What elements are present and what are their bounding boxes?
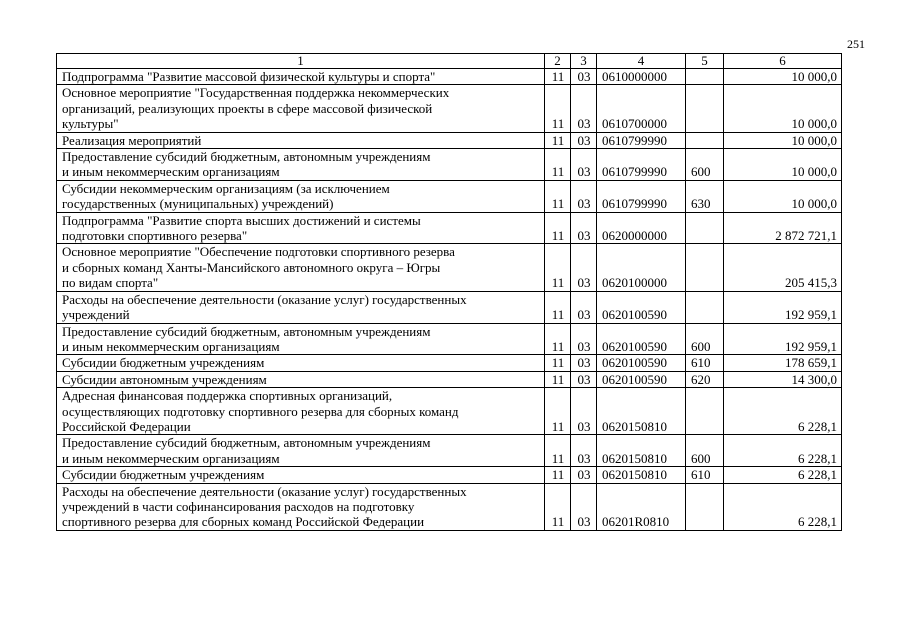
cell-section: 11 xyxy=(545,371,571,387)
name-line: Реализация мероприятий xyxy=(62,132,202,148)
cell-target-article: 0610000000 xyxy=(597,69,686,85)
cell-subsection: 03 xyxy=(571,483,597,530)
header-col-target-article: 4 xyxy=(597,54,686,69)
cell-subsection: 03 xyxy=(571,291,597,323)
table-row xyxy=(57,435,842,467)
cell-subsection: 03 xyxy=(571,467,597,483)
cell-amount: 10 000,0 xyxy=(724,69,842,85)
cell-section: 11 xyxy=(545,69,571,85)
cell-target-article: 0610799990 xyxy=(597,149,686,181)
header-col-expense-type: 5 xyxy=(686,54,724,69)
table-row xyxy=(57,388,842,435)
cell-name xyxy=(57,291,545,323)
cell-name xyxy=(57,323,545,355)
cell-expense-type: 600 xyxy=(686,435,724,467)
cell-name xyxy=(57,355,545,371)
cell-section: 11 xyxy=(545,323,571,355)
name-line: культуры" xyxy=(62,116,119,132)
cell-name xyxy=(57,132,545,148)
cell-target-article: 0620000000 xyxy=(597,212,686,244)
cell-section: 11 xyxy=(545,180,571,212)
cell-target-article: 0620100590 xyxy=(597,291,686,323)
cell-target-article: 0620150810 xyxy=(597,467,686,483)
cell-expense-type: 610 xyxy=(686,467,724,483)
cell-amount: 205 415,3 xyxy=(724,244,842,291)
cell-name xyxy=(57,85,545,132)
table-header-row xyxy=(57,54,842,69)
budget-table xyxy=(56,53,842,531)
cell-amount: 14 300,0 xyxy=(724,371,842,387)
cell-expense-type xyxy=(686,132,724,148)
header-col-amount: 6 xyxy=(724,54,842,69)
cell-target-article: 0620150810 xyxy=(597,388,686,435)
cell-name xyxy=(57,69,545,85)
header-col-section: 2 xyxy=(545,54,571,69)
name-line: и иным некоммерческим организациям xyxy=(62,164,280,180)
cell-subsection: 03 xyxy=(571,180,597,212)
cell-subsection: 03 xyxy=(571,69,597,85)
cell-target-article: 0620100000 xyxy=(597,244,686,291)
cell-name xyxy=(57,435,545,467)
cell-name xyxy=(57,149,545,181)
name-line: и сборных команд Ханты-Мансийского автономного округа – Югры xyxy=(62,259,441,275)
name-line: по видам спорта" xyxy=(62,275,159,291)
cell-expense-type: 610 xyxy=(686,355,724,371)
cell-amount: 6 228,1 xyxy=(724,467,842,483)
table-body xyxy=(57,69,842,531)
name-line: Субсидии автономным учреждениям xyxy=(62,371,267,387)
cell-name xyxy=(57,388,545,435)
cell-target-article: 0610700000 xyxy=(597,85,686,132)
name-line: Адресная финансовая поддержка спортивных организаций, xyxy=(62,388,393,404)
cell-section: 11 xyxy=(545,132,571,148)
name-line: Субсидии бюджетным учреждениям xyxy=(62,355,265,371)
cell-amount: 192 959,1 xyxy=(724,291,842,323)
name-line: осуществляющих подготовку спортивного резерва для сборных команд xyxy=(62,403,459,419)
cell-amount: 192 959,1 xyxy=(724,323,842,355)
name-line: Предоставление субсидий бюджетным, автономным учреждениям xyxy=(62,323,431,339)
table-row xyxy=(57,69,842,85)
table-row xyxy=(57,291,842,323)
cell-target-article: 0620100590 xyxy=(597,355,686,371)
name-line: спортивного резерва для сборных команд Российской Федерации xyxy=(62,514,425,530)
cell-subsection: 03 xyxy=(571,244,597,291)
cell-section: 11 xyxy=(545,244,571,291)
cell-name xyxy=(57,180,545,212)
name-line: Основное мероприятие "Государственная поддержка некоммерческих xyxy=(62,85,450,101)
cell-subsection: 03 xyxy=(571,435,597,467)
table-row xyxy=(57,132,842,148)
cell-expense-type: 630 xyxy=(686,180,724,212)
cell-section: 11 xyxy=(545,212,571,244)
cell-target-article: 0610799990 xyxy=(597,180,686,212)
cell-expense-type xyxy=(686,291,724,323)
cell-amount: 178 659,1 xyxy=(724,355,842,371)
cell-section: 11 xyxy=(545,355,571,371)
cell-amount: 6 228,1 xyxy=(724,435,842,467)
header-col-name: 1 xyxy=(57,54,545,69)
name-line: учреждений в части софинансирования расходов на подготовку xyxy=(62,498,415,514)
name-line: Предоставление субсидий бюджетным, автономным учреждениям xyxy=(62,435,431,451)
cell-section: 11 xyxy=(545,388,571,435)
name-line: Российской Федерации xyxy=(62,418,191,434)
cell-expense-type: 600 xyxy=(686,323,724,355)
name-line: Подпрограмма "Развитие спорта высших достижений и системы xyxy=(62,212,421,228)
cell-amount: 10 000,0 xyxy=(724,132,842,148)
cell-section: 11 xyxy=(545,435,571,467)
cell-target-article: 06201R0810 xyxy=(597,483,686,530)
name-line: Подпрограмма "Развитие массовой физической культуры и спорта" xyxy=(62,69,436,84)
name-line: Основное мероприятие "Обеспечение подготовки спортивного резерва xyxy=(62,244,455,260)
cell-expense-type xyxy=(686,483,724,530)
name-line: Расходы на обеспечение деятельности (оказание услуг) государственных xyxy=(62,291,467,307)
table-row xyxy=(57,323,842,355)
name-line: государственных (муниципальных) учреждений) xyxy=(62,196,334,212)
cell-amount: 6 228,1 xyxy=(724,388,842,435)
cell-amount: 10 000,0 xyxy=(724,85,842,132)
cell-expense-type xyxy=(686,388,724,435)
cell-amount: 10 000,0 xyxy=(724,149,842,181)
cell-subsection: 03 xyxy=(571,85,597,132)
name-line: Предоставление субсидий бюджетным, автономным учреждениям xyxy=(62,149,431,165)
cell-expense-type: 620 xyxy=(686,371,724,387)
cell-amount: 10 000,0 xyxy=(724,180,842,212)
cell-section: 11 xyxy=(545,149,571,181)
table-row xyxy=(57,467,842,483)
cell-amount: 2 872 721,1 xyxy=(724,212,842,244)
table-row xyxy=(57,371,842,387)
cell-expense-type xyxy=(686,69,724,85)
cell-expense-type xyxy=(686,244,724,291)
name-line: Субсидии некоммерческим организациям (за исключением xyxy=(62,180,390,196)
cell-target-article: 0620100590 xyxy=(597,371,686,387)
cell-name xyxy=(57,467,545,483)
name-line: и иным некоммерческим организациям xyxy=(62,338,280,354)
header-col-subsection: 3 xyxy=(571,54,597,69)
name-line: подготовки спортивного резерва" xyxy=(62,228,248,244)
cell-subsection: 03 xyxy=(571,323,597,355)
cell-expense-type xyxy=(686,85,724,132)
cell-expense-type: 600 xyxy=(686,149,724,181)
name-line: учреждений xyxy=(62,307,130,323)
cell-name xyxy=(57,212,545,244)
cell-subsection: 03 xyxy=(571,371,597,387)
cell-section: 11 xyxy=(545,483,571,530)
cell-section: 11 xyxy=(545,85,571,132)
name-line: Субсидии бюджетным учреждениям xyxy=(62,467,265,483)
cell-name xyxy=(57,244,545,291)
name-line: организаций, реализующих проекты в сфере массовой физической xyxy=(62,100,433,116)
cell-expense-type xyxy=(686,212,724,244)
table-row xyxy=(57,149,842,181)
cell-section: 11 xyxy=(545,291,571,323)
page-number: 251 xyxy=(847,37,865,51)
table-row xyxy=(57,244,842,291)
cell-target-article: 0620150810 xyxy=(597,435,686,467)
table-row xyxy=(57,355,842,371)
name-line: Расходы на обеспечение деятельности (оказание услуг) государственных xyxy=(62,483,467,499)
cell-subsection: 03 xyxy=(571,212,597,244)
cell-section: 11 xyxy=(545,467,571,483)
cell-target-article: 0620100590 xyxy=(597,323,686,355)
cell-amount: 6 228,1 xyxy=(724,483,842,530)
cell-subsection: 03 xyxy=(571,132,597,148)
table-row xyxy=(57,212,842,244)
name-line: и иным некоммерческим организациям xyxy=(62,450,280,466)
table-row xyxy=(57,85,842,132)
cell-name xyxy=(57,483,545,530)
cell-subsection: 03 xyxy=(571,388,597,435)
cell-target-article: 0610799990 xyxy=(597,132,686,148)
cell-subsection: 03 xyxy=(571,149,597,181)
table-row xyxy=(57,180,842,212)
table-row xyxy=(57,483,842,530)
cell-subsection: 03 xyxy=(571,355,597,371)
cell-name xyxy=(57,371,545,387)
